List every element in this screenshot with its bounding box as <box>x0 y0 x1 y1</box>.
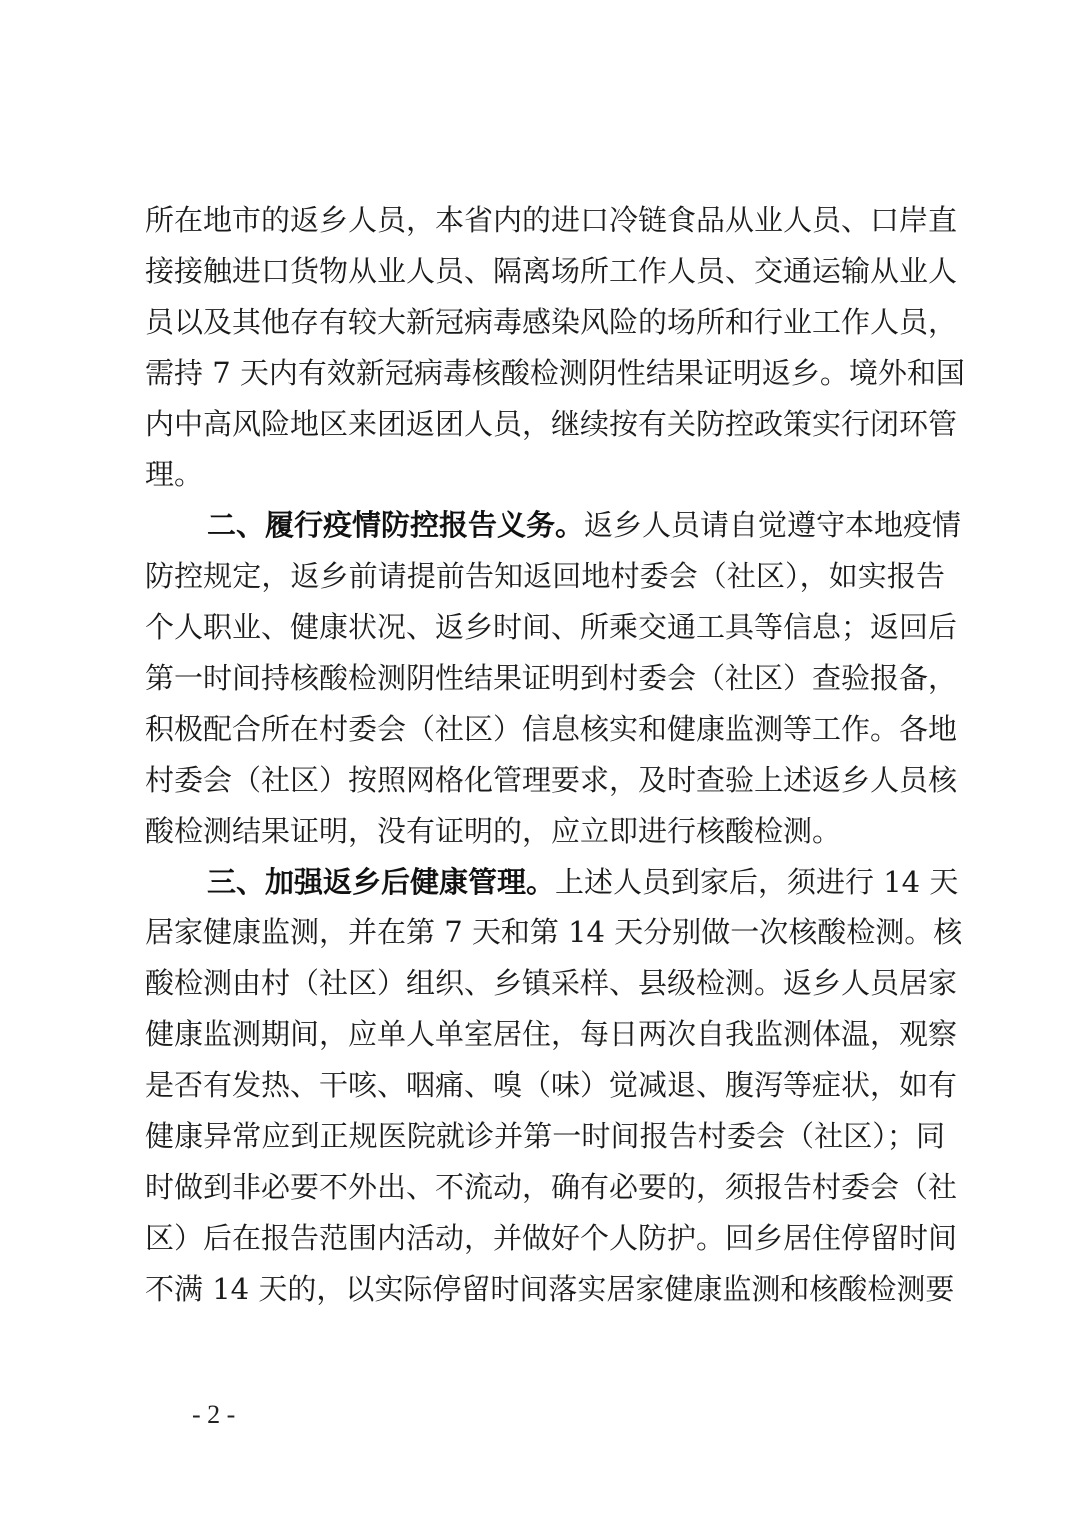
body-line: 个人职业、健康状况、返乡时间、所乘交通工具等信息；返回后 <box>145 610 958 645</box>
section-2-first-line <box>145 500 962 551</box>
body-line: 积极配合所在村委会（社区）信息核实和健康监测等工作。各地 <box>145 711 958 746</box>
body-line: 所在地市的返乡人员，本省内的进口冷链食品从业人员、口岸直 <box>145 203 958 237</box>
section-3-intro-text: 上述人员到家后，须进行 14 天 <box>555 864 959 899</box>
body-line: 区）后在报告范围内活动，并做好个人防护。回乡居住停留时间 <box>145 1220 958 1255</box>
section-2-heading: 二、履行疫情防控报告义务。 <box>207 508 585 543</box>
section-3-heading: 三、加强返乡后健康管理。 <box>207 864 556 899</box>
body-line: 酸检测由村（社区）组织、乡镇采样、县级检测。返乡人员居家 <box>145 966 958 1001</box>
body-line: 居家健康监测，并在第 7 天和第 14 天分别做一次核酸检测。核 <box>145 915 963 950</box>
body-line: 接接触进口货物从业人员、隔离场所工作人员、交通运输从业人 <box>145 253 958 288</box>
body-line: 是否有发热、干咳、咽痛、嗅（味）觉减退、腹泻等症状，如有 <box>145 1068 958 1103</box>
body-line: 健康异常应到正规医院就诊并第一时间报告村委会（社区）；同 <box>145 1119 945 1154</box>
body-line: 村委会（社区）按照网格化管理要求，及时查验上述返乡人员核 <box>145 762 958 797</box>
body-line: 时做到非必要不外出、不流动，确有必要的，须报告村委会（社 <box>145 1169 958 1204</box>
body-line: 酸检测结果证明，没有证明的，应立即进行核酸检测。 <box>145 813 842 848</box>
page-number: - 2 - <box>192 1400 236 1429</box>
body-line: 防控规定，返乡前请提前告知返回地村委会（社区），如实报告 <box>145 559 945 594</box>
body-line: 需持 7 天内有效新冠病毒核酸检测阴性结果证明返乡。境外和国 <box>145 355 965 390</box>
body-line: 第一时间持核酸检测阴性结果证明到村委会（社区）查验报备， <box>145 661 958 696</box>
section-2-intro-text: 返乡人员请自觉遵守本地疫情 <box>584 508 962 543</box>
body-line: 不满 14 天的，以实际停留时间落实居家健康监测和核酸检测要 <box>145 1271 955 1306</box>
body-line: 内中高风险地区来团返团人员，继续按有关防控政策实行闭环管 <box>145 406 958 441</box>
body-line: 健康监测期间，应单人单室居住，每日两次自我监测体温，观察 <box>145 1017 958 1052</box>
body-line: 理。 <box>145 457 204 492</box>
body-line: 员以及其他存有较大新冠病毒感染风险的场所和行业工作人员， <box>145 304 958 339</box>
document-body <box>145 195 965 1315</box>
section-3-first-line <box>145 857 959 908</box>
